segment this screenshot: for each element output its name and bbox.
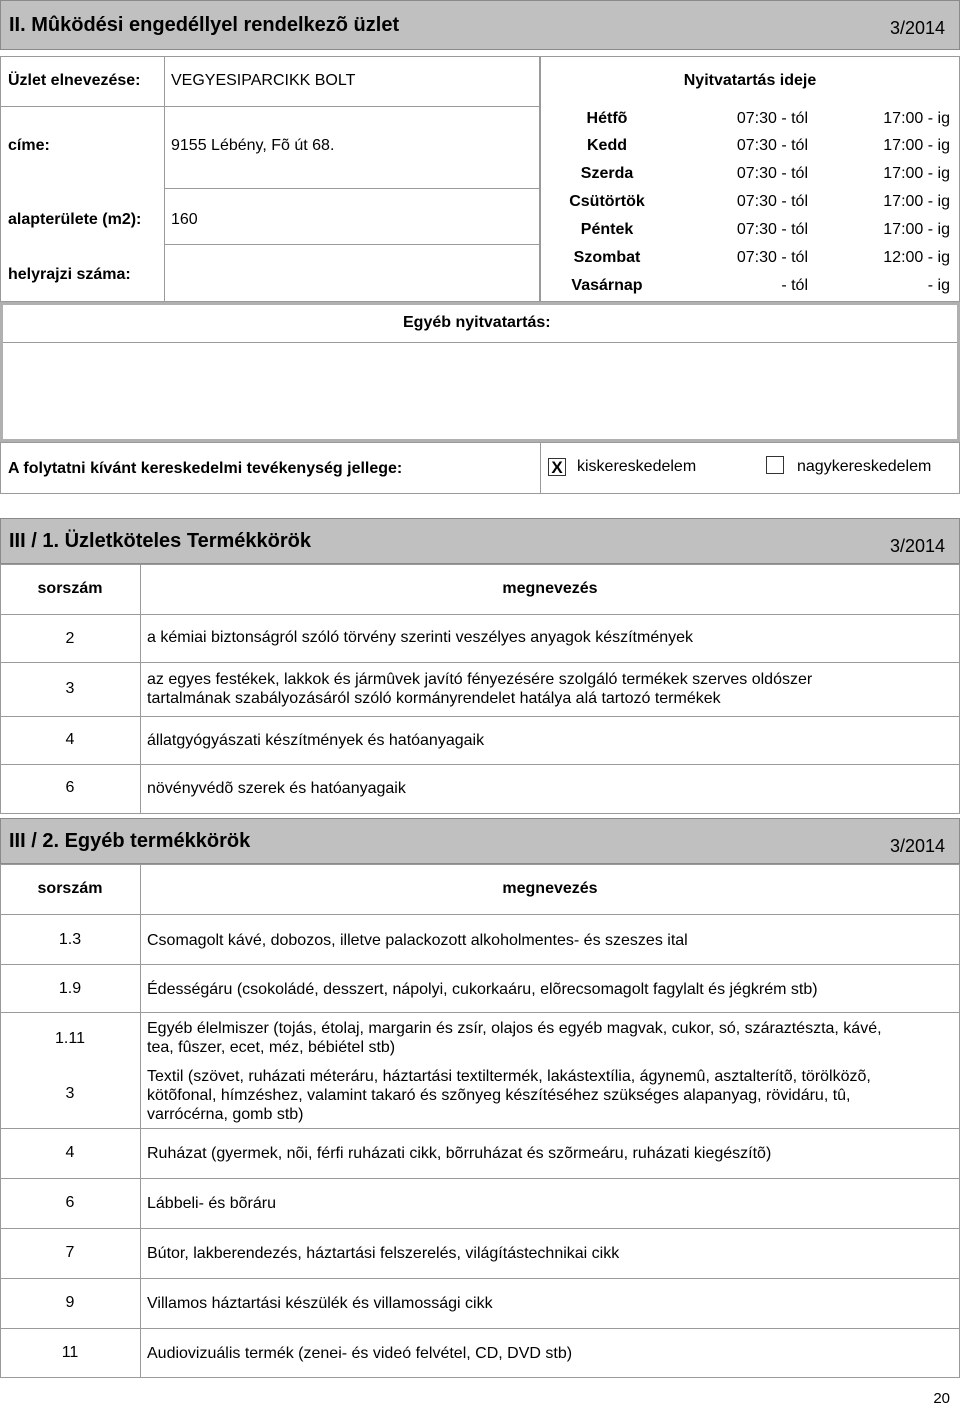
hours-day: Péntek bbox=[580, 221, 634, 238]
row-number: 3 bbox=[65, 680, 75, 697]
hours-to: 17:00 - ig bbox=[883, 221, 950, 238]
section-3-2-title: III / 2. Egyéb termékkörök bbox=[9, 830, 251, 852]
shop-name-label: Üzlet elnevezése: bbox=[8, 72, 141, 89]
row-number: 9 bbox=[65, 1294, 75, 1311]
row-number: 11 bbox=[61, 1344, 79, 1361]
hours-to: - ig bbox=[927, 277, 950, 294]
row-number: 4 bbox=[65, 1144, 75, 1161]
address-value: 9155 Lébény, Fõ út 68. bbox=[171, 137, 335, 154]
hours-to: 17:00 - ig bbox=[883, 165, 950, 182]
row-name: állatgyógyászati készítmények és hatóanyagaik bbox=[147, 732, 485, 749]
activity-label: A folytatni kívánt kereskedelmi tevékenység jellege: bbox=[8, 460, 403, 477]
section-3-2-header bbox=[0, 818, 960, 864]
parcel-label: helyrajzi száma: bbox=[8, 266, 131, 283]
hours-from: 07:30 - tól bbox=[736, 165, 808, 182]
hours-day: Kedd bbox=[587, 137, 627, 154]
hours-to: 17:00 - ig bbox=[883, 193, 950, 210]
row-number: 6 bbox=[65, 779, 75, 796]
section-2-title: II. Mûködési engedéllyel rendelkezõ üzlet bbox=[9, 14, 400, 36]
row-number: 6 bbox=[65, 1194, 75, 1211]
row-number: 1.11 bbox=[55, 1030, 85, 1047]
row-number: 7 bbox=[65, 1244, 75, 1261]
row-number: 2 bbox=[65, 630, 75, 647]
section-3-1-year: 3/2014 bbox=[889, 536, 945, 556]
hours-from: 07:30 - tól bbox=[736, 249, 808, 266]
hours-to: 12:00 - ig bbox=[883, 249, 950, 266]
row-number: 1.3 bbox=[58, 931, 82, 948]
row-name: Édességáru (csokoládé, desszert, nápolyi, cukorkaáru, elõrecsomagolt fagylalt és jégkrém stb) bbox=[147, 981, 818, 998]
hours-day: Szerda bbox=[580, 165, 634, 182]
hours-from: 07:30 - tól bbox=[736, 137, 808, 154]
hours-from: 07:30 - tól bbox=[736, 221, 808, 238]
opening-hours-title: Nyitvatartás ideje bbox=[683, 72, 817, 89]
hours-from: 07:30 - tól bbox=[736, 193, 808, 210]
section-3-1-header bbox=[0, 518, 960, 564]
row-name: az egyes festékek, lakkok és jármûvek javító fényezésére szolgáló termékek szerves oldószer tartalmának szabályozásáról szóló kormányrendelet hatálya alá tartozó termékek bbox=[147, 671, 813, 707]
address-label: címe: bbox=[8, 137, 50, 154]
other-hours-label: Egyéb nyitvatartás: bbox=[403, 314, 551, 331]
row-number: 1.9 bbox=[58, 980, 82, 997]
row-number: 4 bbox=[65, 731, 75, 748]
hours-to: 17:00 - ig bbox=[883, 110, 950, 127]
section-3-2-col-num: sorszám bbox=[37, 880, 103, 897]
row-name: Ruházat (gyermek, nõi, férfi ruházati cikk, bõrruházat és szõrmeáru, ruházati kiegészítõ) bbox=[147, 1145, 772, 1162]
section-3-1-title: III / 1. Üzletköteles Termékkörök bbox=[9, 530, 311, 552]
row-name: Bútor, lakberendezés, háztartási felszerelés, világítástechnikai cikk bbox=[147, 1245, 620, 1262]
row-name: növényvédõ szerek és hatóanyagaik bbox=[147, 780, 406, 797]
retail-checkbox[interactable]: X bbox=[548, 458, 566, 476]
hours-day: Csütörtök bbox=[569, 193, 645, 210]
row-number: 3 bbox=[65, 1085, 75, 1102]
wholesale-label: nagykereskedelem bbox=[797, 458, 932, 475]
hours-to: 17:00 - ig bbox=[883, 137, 950, 154]
shop-name-value: VEGYESIPARCIKK BOLT bbox=[171, 72, 356, 89]
row-name: Villamos háztartási készülék és villamossági cikk bbox=[147, 1295, 493, 1312]
area-value: 160 bbox=[171, 211, 198, 228]
hours-day: Szombat bbox=[573, 249, 641, 266]
wholesale-checkbox[interactable] bbox=[766, 456, 784, 474]
hours-day: Hétfõ bbox=[586, 110, 628, 127]
page-number: 20 bbox=[933, 1390, 950, 1407]
section-3-1-col-name: megnevezés bbox=[502, 580, 598, 597]
section-3-2-year: 3/2014 bbox=[889, 836, 945, 856]
row-name: Csomagolt kávé, dobozos, illetve palackozott alkoholmentes- és szeszes ital bbox=[147, 932, 688, 949]
hours-from: - tól bbox=[781, 277, 808, 294]
area-label: alapterülete (m2): bbox=[8, 211, 142, 228]
hours-day: Vasárnap bbox=[571, 277, 643, 294]
row-name: Audiovizuális termék (zenei- és videó felvétel, CD, DVD stb) bbox=[147, 1345, 573, 1362]
retail-label: kiskereskedelem bbox=[577, 458, 697, 475]
section-2-year: 3/2014 bbox=[889, 18, 945, 38]
row-name: Textil (szövet, ruházati méteráru, háztartási textiltermék, lakástextília, ágynemû, asztalterítõ, törölközõ, kötõfonal, hímzéshez, valamint takaró és szõnyeg készítéséhez szükséges alapanyag, rövidáru, tû, varrócérna, gomb stb) bbox=[147, 1068, 871, 1123]
section-3-2-col-name: megnevezés bbox=[502, 880, 598, 897]
row-name: Lábbeli- és bõráru bbox=[147, 1195, 276, 1212]
row-name: a kémiai biztonságról szóló törvény szerinti veszélyes anyagok készítmények bbox=[147, 629, 694, 646]
row-name: Egyéb élelmiszer (tojás, étolaj, margarin és zsír, olajos és egyéb magvak, cukor, só, száraztészta, kávé, tea, fûszer, ecet, méz, bébiétel stb) bbox=[147, 1020, 882, 1056]
hours-from: 07:30 - tól bbox=[736, 110, 808, 127]
section-2-header bbox=[0, 0, 960, 50]
section-3-1-col-num: sorszám bbox=[37, 580, 103, 597]
